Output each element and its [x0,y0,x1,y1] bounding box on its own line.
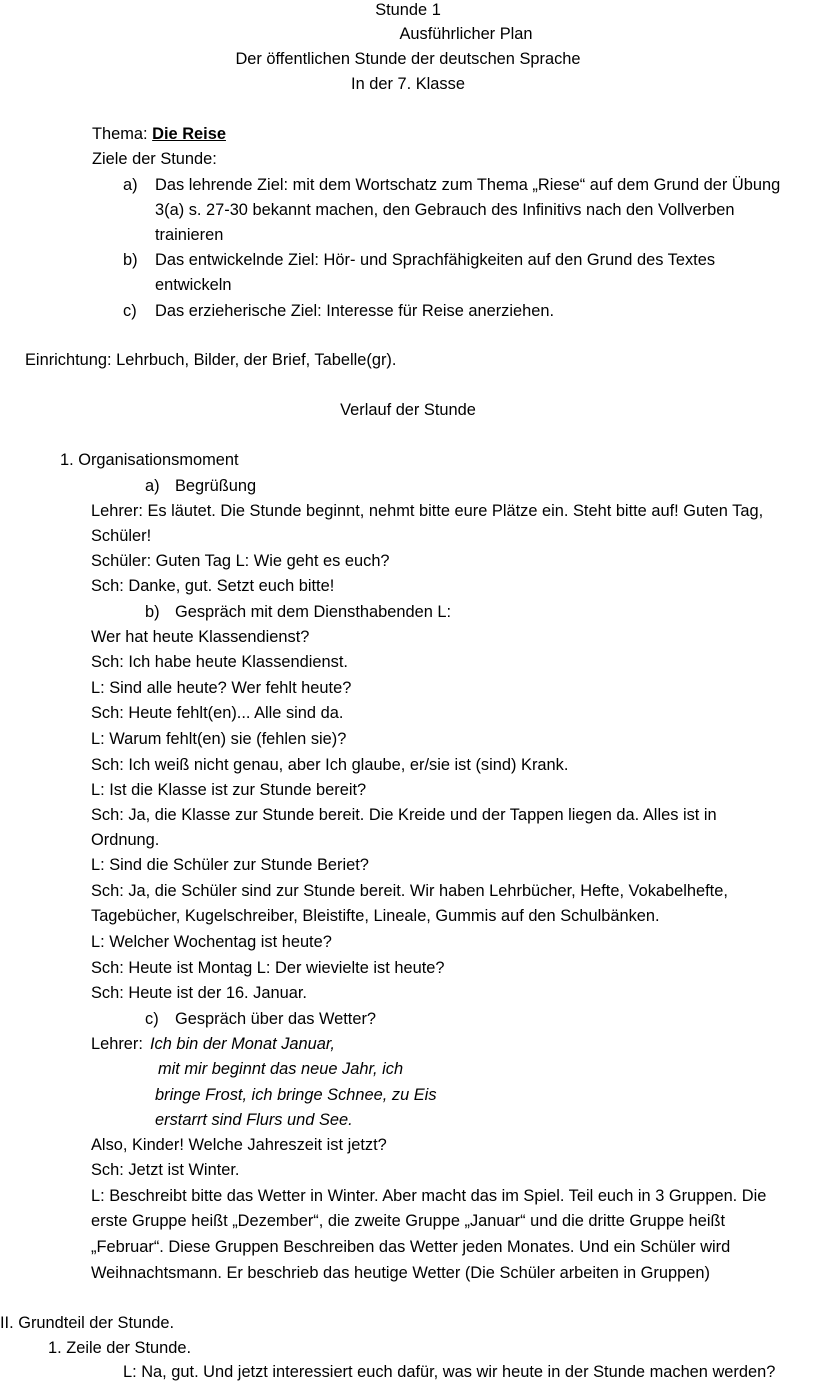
poem-line-1: Ich bin der Monat Januar, [150,1035,335,1053]
header-line-3: Der öffentlichen Stunde der deutschen Sprache [235,50,581,68]
org-line-17: L: Welcher Wochentag ist heute? [91,933,332,951]
org-line-25: Weihnachtsmann. Er beschrieb das heutige Wetter (Die Schüler arbeiten in Gruppen) [91,1264,710,1282]
org-line-10: Sch: Ich weiß nicht genau, aber Ich glaube, er/sie ist (sind) Krank. [91,756,569,774]
org-line-14: L: Sind die Schüler zur Stunde Beriet? [91,856,369,874]
org-b-title: Gespräch mit dem Diensthabenden L: [175,603,452,621]
goals-heading: Ziele der Stunde: [92,150,217,168]
org-a-marker: a) [145,477,160,495]
header-line-2: Ausführlicher Plan [399,25,533,43]
org-line-16: Tagebücher, Kugelschreiber, Bleistifte, Lineale, Gummis auf den Schulbänken. [91,907,660,925]
org-line-7: L: Sind alle heute? Wer fehlt heute? [91,679,352,697]
org-line-22: L: Beschreibt bitte das Wetter in Winter. Aber macht das im Spiel. Teil euch in 3 Gruppen. Die [91,1187,767,1205]
org-line-2: Schüler! [91,527,152,545]
org-c-title: Gespräch über das Wetter? [175,1010,377,1028]
org-line-11: L: Ist die Klasse ist zur Stunde bereit? [91,781,367,799]
header-line-4: In der 7. Klasse [351,75,465,93]
org-line-21: Sch: Jetzt ist Winter. [91,1161,240,1179]
org-line-19: Sch: Heute ist der 16. Januar. [91,984,307,1002]
goal-a-line-1: Das lehrende Ziel: mit dem Wortschatz zum Thema „Riese“ auf dem Grund der Übung [155,176,781,194]
topic [92,124,226,144]
poem-label: Lehrer: [91,1035,143,1053]
org-line-8: Sch: Heute fehlt(en)... Alle sind da. [91,704,344,722]
org-line-4: Sch: Danke, gut. Setzt euch bitte! [91,577,335,595]
goal-b-marker: b) [123,251,138,269]
org-b-marker: b) [145,603,160,621]
goal-c-line-1: Das erzieherische Ziel: Interesse für Reise anerziehen. [155,302,555,320]
org-line-12: Sch: Ja, die Klasse zur Stunde bereit. Die Kreide und der Tappen liegen da. Alles ist in [91,806,717,824]
course-title: Verlauf der Stunde [340,401,476,419]
org-line-5: Wer hat heute Klassendienst? [91,628,310,646]
org-line-23: erste Gruppe heißt „Dezember“, die zweite Gruppe „Januar“ und die dritte Gruppe heißt [91,1212,726,1230]
equipment: Einrichtung: Lehrbuch, Bilder, der Brief, Tabelle(gr). [25,351,397,369]
poem-line-2: mit mir beginnt das neue Jahr, ich [158,1060,404,1078]
topic-value: Die Reise [152,125,226,143]
org-line-24: „Februar“. Diese Gruppen Beschreiben das Wetter jeden Monates. Und ein Schüler wird [91,1238,731,1256]
org-line-6: Sch: Ich habe heute Klassendienst. [91,653,348,671]
goal-a-line-2: 3(a) s. 27-30 bekannt machen, den Gebrauch des Infinitivs nach den Vollverben [155,201,735,219]
main-sub: 1. Zeile der Stunde. [48,1339,192,1357]
org-line-3: Schüler: Guten Tag L: Wie geht es euch? [91,552,390,570]
topic-label: Thema: [92,125,148,143]
org-line-18: Sch: Heute ist Montag L: Der wievielte ist heute? [91,959,445,977]
org-line-1: Lehrer: Es läutet. Die Stunde beginnt, nehmt bitte eure Plätze ein. Steht bitte auf! Guten Tag, [91,502,764,520]
org-line-20: Also, Kinder! Welche Jahreszeit ist jetzt? [91,1136,387,1154]
header-line-1: Stunde 1 [375,1,441,19]
goal-c-marker: c) [123,302,137,320]
org-heading: 1. Organisationsmoment [60,451,239,469]
org-a-title: Begrüßung [175,477,257,495]
org-line-9: L: Warum fehlt(en) sie (fehlen sie)? [91,730,347,748]
poem-line-4: erstarrt sind Flurs und See. [155,1111,353,1129]
goal-b-line-1: Das entwickelnde Ziel: Hör- und Sprachfähigkeiten auf den Grund des Textes [155,251,716,269]
org-c-marker: c) [145,1010,159,1028]
goal-b-line-2: entwickeln [155,276,232,294]
poem-line-3: bringe Frost, ich bringe Schnee, zu Eis [155,1086,437,1104]
org-line-13: Ordnung. [91,831,160,849]
goal-a-line-3: trainieren [155,226,224,244]
main-heading: II. Grundteil der Stunde. [0,1314,175,1332]
goal-a-marker: a) [123,176,138,194]
org-line-15: Sch: Ja, die Schüler sind zur Stunde bereit. Wir haben Lehrbücher, Hefte, Vokabelhefte, [91,882,728,900]
main-line-1: L: Na, gut. Und jetzt interessiert euch dafür, was wir heute in der Stunde machen werden? [123,1363,776,1381]
